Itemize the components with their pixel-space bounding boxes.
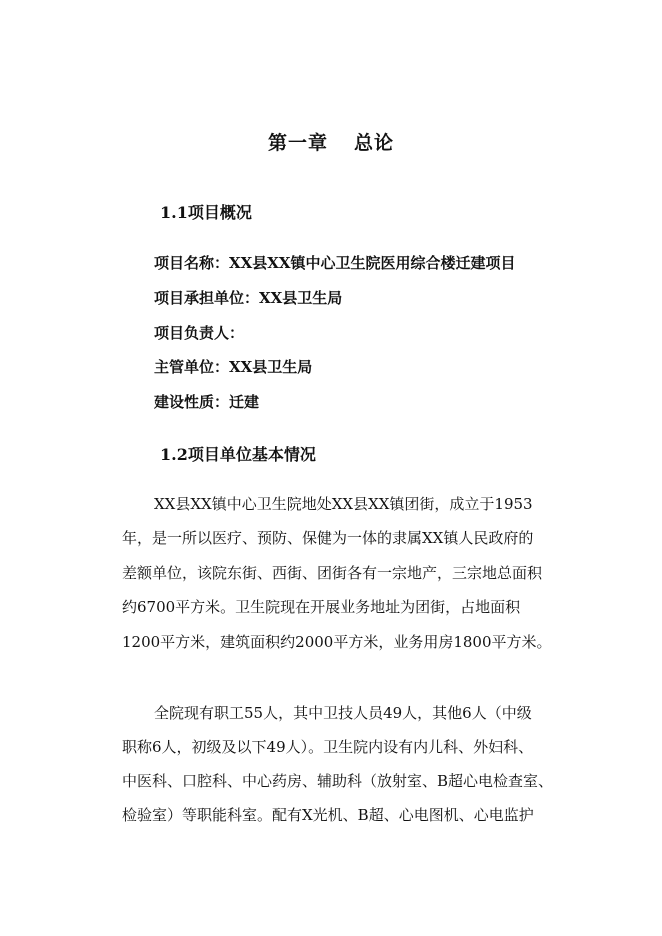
paragraph-line: 1200平方米，建筑面积约2000平方米，业务用房1800平方米。 <box>122 633 552 651</box>
construction-nature-line: 建设性质：迁建 <box>154 393 260 411</box>
chapter-name: 总论 <box>354 132 395 154</box>
paragraph-line: XX县XX镇中心卫生院地处XX县XX镇团街，成立于1953 <box>154 495 533 513</box>
paragraph-line: 中医科、口腔科、中心药房、辅助科（放射室、B超心电检查室、 <box>122 772 554 790</box>
chapter-title <box>0 128 662 155</box>
paragraph-line: 全院现有职工55人，其中卫技人员49人，其他6人（中级 <box>154 704 532 722</box>
paragraph-line: 检验室）等职能科室。配有X光机、B超、心电图机、心电监护 <box>122 806 534 824</box>
supervising-unit-line: 主管单位：XX县卫生局 <box>154 358 313 376</box>
project-name-line: 项目名称：XX县XX镇中心卫生院医用综合楼迁建项目 <box>154 254 516 272</box>
paragraph-line: 约6700平方米。卫生院现在开展业务地址为团街，占地面积 <box>122 598 521 616</box>
project-leader-line: 项目负责人： <box>154 324 245 342</box>
paragraph-line: 差额单位，该院东街、西街、团街各有一宗地产，三宗地总面积 <box>122 564 543 582</box>
paragraph-line: 年，是一所以医疗、预防、保健为一体的隶属XX镇人民政府的 <box>122 529 534 547</box>
undertaking-unit-line: 项目承担单位：XX县卫生局 <box>154 289 343 307</box>
section-heading-1-2: 1.2项目单位基本情况 <box>160 445 316 464</box>
paragraph-line: 职称6人，初级及以下49人）。卫生院内设有内儿科、外妇科、 <box>122 738 534 756</box>
chapter-number: 第一章 <box>267 132 328 154</box>
section-heading-1-1: 1.1项目概况 <box>160 203 252 222</box>
